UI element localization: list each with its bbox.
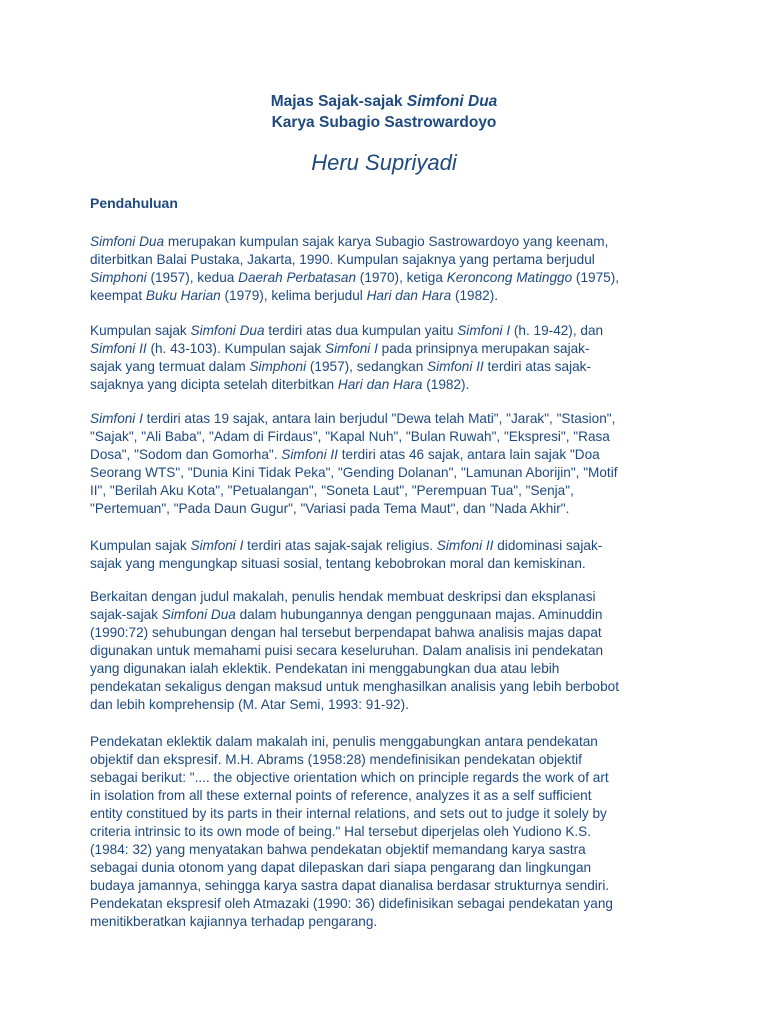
paragraph-line: sajak-sajak Simfoni Dua dalam hubungannya dengan penggunaan majas. Aminuddin xyxy=(90,607,603,622)
paragraph-line: (1984: 32) yang menyatakan bahwa pendekatan objektif memandang karya sastra xyxy=(90,842,586,857)
paragraph-line: Berkaitan dengan judul makalah, penulis hendak membuat deskripsi dan eksplanasi xyxy=(90,589,596,604)
paragraph-line: Dosa", "Sodom dan Gomorha". Simfoni II terdiri atas 46 sajak, antara lain sajak "Doa xyxy=(90,447,600,462)
paragraph-line: Seorang WTS", "Dunia Kini Tidak Peka", "Gending Dolanan", "Lamunan Aborijin", "Motif xyxy=(90,465,618,480)
author-name: Heru Supriyadi xyxy=(311,150,457,175)
document-title-line-1 xyxy=(0,93,768,111)
paragraph-line: sajak yang mengungkap situasi sosial, tentang kebobrokan moral dan kemiskinan. xyxy=(90,556,586,571)
paragraph-line: Simfoni Dua merupakan kumpulan sajak karya Subagio Sastrowardoyo yang keenam, xyxy=(90,234,609,249)
paragraph-line: objektif dan ekspresif. M.H. Abrams (1958:28) mendefinisikan pendekatan objektif xyxy=(90,752,582,767)
paragraph-line: criteria intrinsic to its own mode of being." Hal tersebut diperjelas oleh Yudiono K.S. xyxy=(90,824,592,839)
document-title-line-2: Karya Subagio Sastrowardoyo xyxy=(271,114,497,131)
paragraph-3 xyxy=(90,410,680,518)
paragraph-5 xyxy=(90,588,680,714)
paragraph-line: Pendekatan ekspresif oleh Atmazaki (1990: 36) didefinisikan sebagai pendekatan yang xyxy=(90,896,613,911)
paragraph-line: diterbitkan Balai Pustaka, Jakarta, 1990. Kumpulan sajaknya yang pertama berjudul xyxy=(90,252,595,267)
paragraph-line: "Pertemuan", "Pada Daun Gugur", "Variasi pada Tema Maut", dan "Nada Akhir". xyxy=(90,501,570,516)
paragraph-2 xyxy=(90,322,680,394)
paragraph-line: II", "Berilah Aku Kota", "Petualangan", "Soneta Laut", "Perempuan Tua", "Senja", xyxy=(90,483,574,498)
paragraph-line: Simfoni I terdiri atas 19 sajak, antara lain berjudul "Dewa telah Mati", "Jarak", "Stasion", xyxy=(90,411,616,426)
paragraph-line: sebagai dunia otonom yang dapat dilepaskan dari siapa pengarang dan lingkungan xyxy=(90,860,592,875)
paragraph-4 xyxy=(90,537,680,573)
paragraph-line: yang digunakan ialah eklektik. Pendekatan ini menggabungkan dua atau lebih xyxy=(90,661,560,676)
paragraph-line: "Sajak", "Ali Baba", "Adam di Firdaus", "Kapal Nuh", "Bulan Ruwah", "Ekspresi", "Rasa xyxy=(90,429,610,444)
paragraph-line: Kumpulan sajak Simfoni Dua terdiri atas dua kumpulan yaitu Simfoni I (h. 19-42), dan xyxy=(90,323,604,338)
paragraph-line: Simfoni II (h. 43-103). Kumpulan sajak Simfoni I pada prinsipnya merupakan sajak- xyxy=(90,341,590,356)
paragraph-line: entity constitued by its parts in their internal relations, and sets out to judge it solely by xyxy=(90,806,607,821)
paragraph-line: sajak yang termuat dalam Simphoni (1957), sedangkan Simfoni II terdiri atas sajak- xyxy=(90,359,591,374)
paragraph-line: dan lebih komprehensip (M. Atar Semi, 1993: 91-92). xyxy=(90,697,409,712)
paragraph-1 xyxy=(90,233,680,305)
paragraph-line: Pendekatan eklektik dalam makalah ini, penulis menggabungkan antara pendekatan xyxy=(90,734,598,749)
section-heading: Pendahuluan xyxy=(90,195,178,211)
paragraph-line: menitikberatkan kajiannya terhadap pengarang. xyxy=(90,914,378,929)
title-prefix: Majas Sajak-sajak xyxy=(270,93,407,110)
paragraph-line: sajaknya yang dicipta setelah diterbitkan Hari dan Hara (1982). xyxy=(90,377,470,392)
paragraph-line: Kumpulan sajak Simfoni I terdiri atas sajak-sajak religius. Simfoni II didominasi sajak- xyxy=(90,538,603,553)
paragraph-line: pendekatan sekaligus dengan maksud untuk menghasilkan analisis yang lebih berbobot xyxy=(90,679,620,694)
paragraph-line: Simphoni (1957), kedua Daerah Perbatasan (1970), ketiga Keroncong Matinggo (1975), xyxy=(90,270,620,285)
paragraph-line: (1990:72) sehubungan dengan hal tersebut berpendapat bahwa analisis majas dapat xyxy=(90,625,602,640)
paragraph-line: digunakan untuk memahami puisi secara keseluruhan. Dalam analisis ini pendekatan xyxy=(90,643,604,658)
paragraph-6 xyxy=(90,733,680,931)
paragraph-line: keempat Buku Harian (1979), kelima berjudul Hari dan Hara (1982). xyxy=(90,288,499,303)
paragraph-line: sebagai berikut: ".... the objective orientation which on principle regards the work of art xyxy=(90,770,609,785)
paragraph-line: in isolation from all these external points of reference, analyzes it as a self sufficient xyxy=(90,788,592,803)
paragraph-line: budaya jamannya, sehingga karya sastra dapat dianalisa berdasar strukturnya sendiri. xyxy=(90,878,610,893)
title-italic: Simfoni Dua xyxy=(406,93,498,110)
